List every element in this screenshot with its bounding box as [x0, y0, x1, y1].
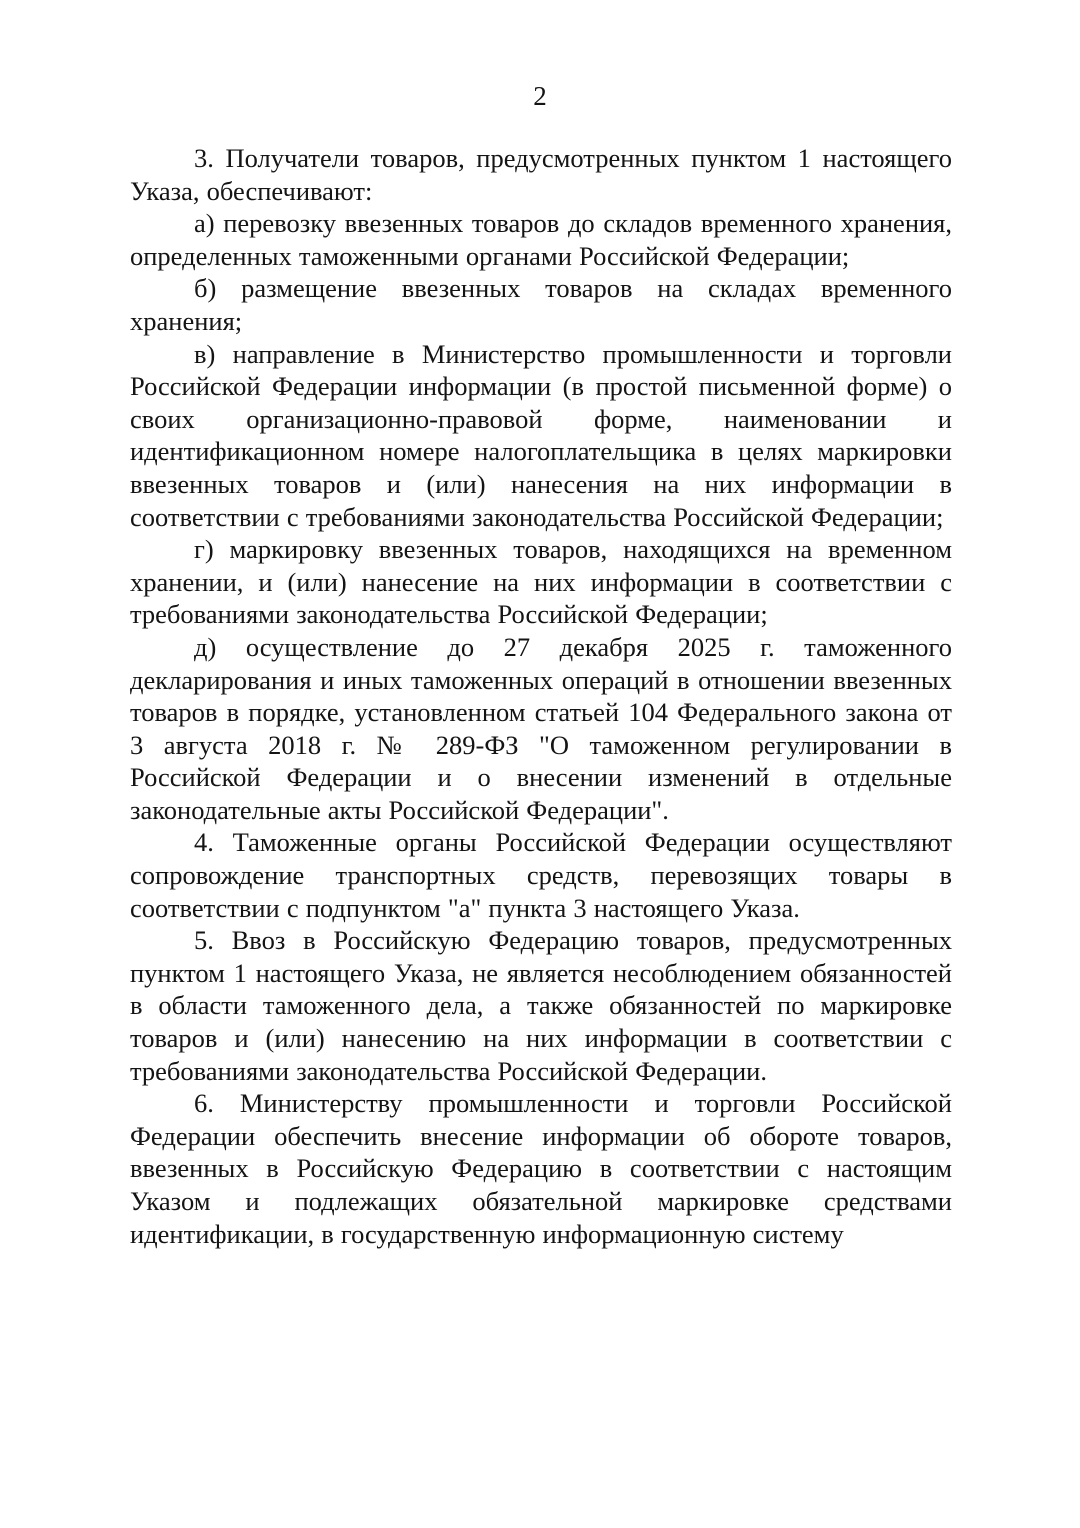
paragraph-4: 4. Таможенные органы Российской Федерации осуществляют сопровождение транспортных средств, перевозящих товары в соответствии с подпунктом "а" пункта 3 настоящего Указа.: [130, 827, 952, 923]
subparagraph-3a: а) перевозку ввезенных товаров до складов временного хранения, определенных таможенными органами Российской Федерации;: [130, 208, 952, 271]
subparagraph-3d: д) осуществление до 27 декабря 2025 г. таможенного декларирования и иных таможенных операций в отношении ввезенных товаров в порядке, установленном статьей 104 Федерального закона от 3 августа 2018 г. № 289-ФЗ "О таможенном регулировании в Российской Федерации и о внесении изменений в отдельные законодательные акты Российской Федерации".: [130, 631, 952, 825]
subparagraph-3b: б) размещение ввезенных товаров на складах временного хранения;: [130, 273, 952, 336]
document-body: [130, 142, 952, 1250]
paragraph-5: 5. Ввоз в Российскую Федерацию товаров, предусмотренных пунктом 1 настоящего Указа, не является несоблюдением обязанностей в области таможенного дела, а также обязанностей по маркировке товаров и (или) нанесению на них информации в соответствии с требованиями законодательства Российской Федерации.: [130, 925, 952, 1086]
paragraph-6: 6. Министерству промышленности и торговли Российской Федерации обеспечить внесение информации об обороте товаров, ввезенных в Российскую Федерацию в соответствии с настоящим Указом и подлежащих обязательной маркировке средствами идентификации, в государственную информационную систему: [130, 1088, 952, 1249]
page-number: 2: [533, 81, 547, 111]
subparagraph-3g: г) маркировку ввезенных товаров, находящихся на временном хранении, и (или) нанесение на них информации в соответствии с требованиями законодательства Российской Федерации;: [130, 534, 952, 630]
subparagraph-3v: в) направление в Министерство промышленности и торговли Российской Федерации информации (в простой письменной форме) о своих организационно-правовой форме, наименовании и идентификационном номере налогоплательщика в целях маркировки ввезенных товаров и (или) нанесения на них информации в соответствии с требованиями законодательства Российской Федерации;: [130, 338, 952, 532]
paragraph-3: 3. Получатели товаров, предусмотренных пунктом 1 настоящего Указа, обеспечивают:: [130, 143, 952, 206]
